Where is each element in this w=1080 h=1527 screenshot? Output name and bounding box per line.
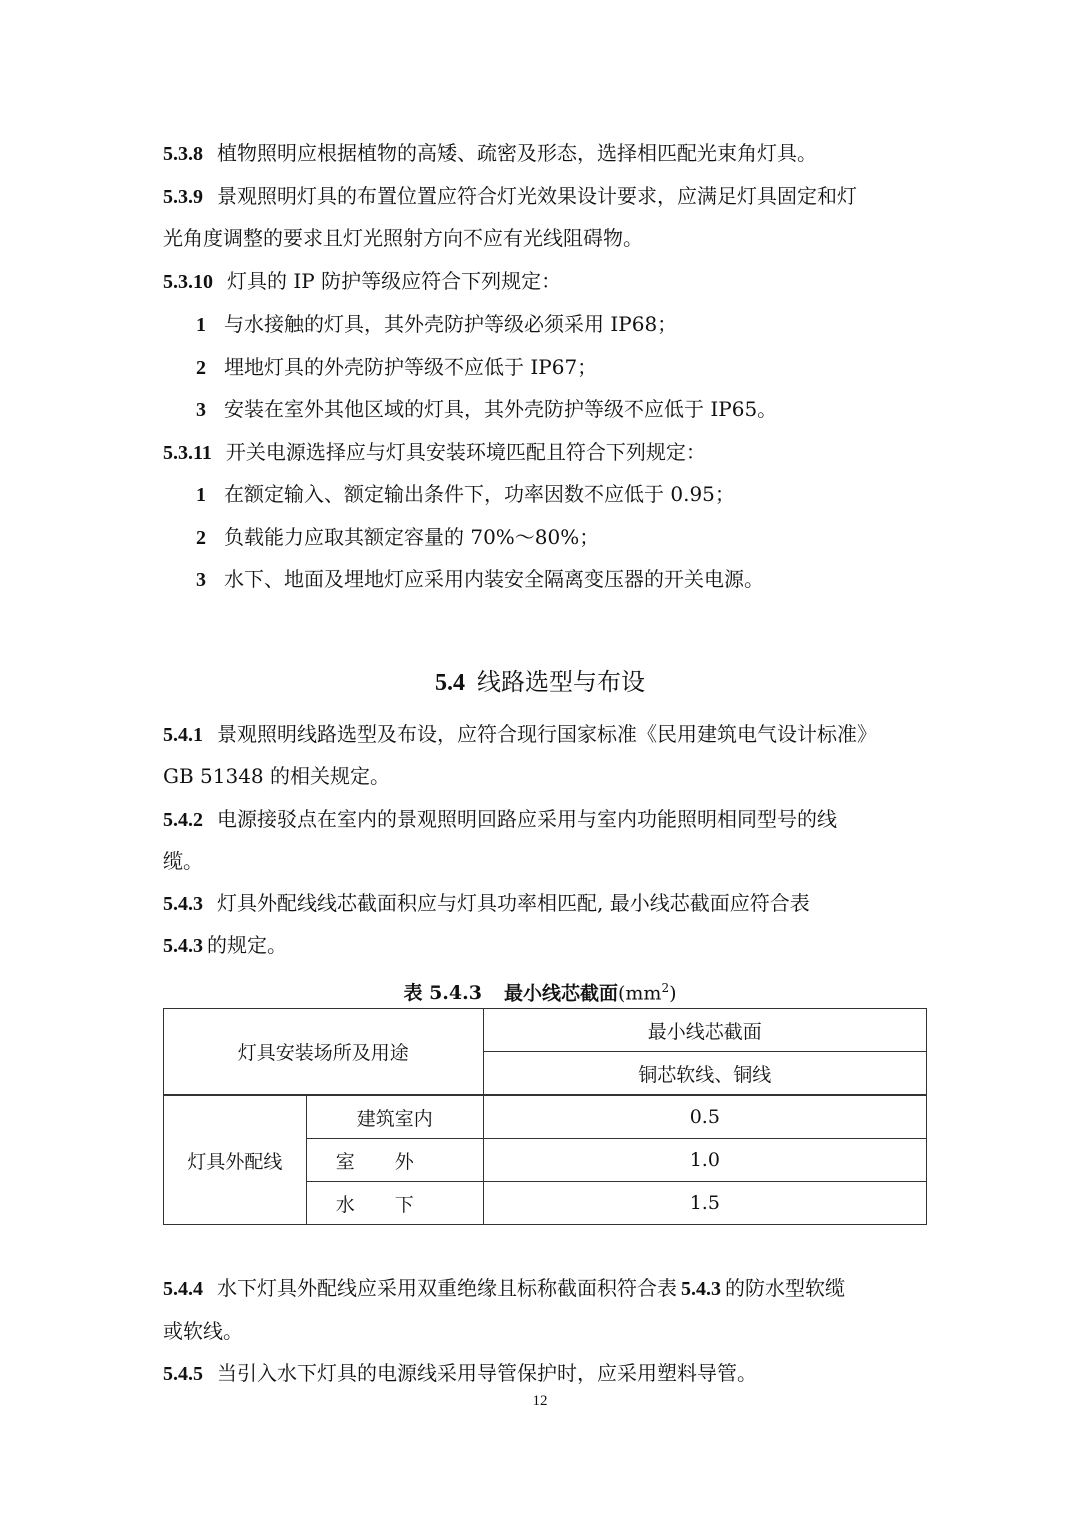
list-text: 埋地灯具的外壳防护等级不应低于 IP67； (224, 355, 598, 379)
list-text: 安装在室外其他区域的灯具，其外壳防护等级不应低于 IP65。 (224, 397, 778, 421)
section-number: 5.4 (435, 670, 465, 696)
clause-text: 电源接驳点在室内的景观照明回路应采用与室内功能照明相同型号的线 (217, 807, 837, 831)
clause-text: 植物照明应根据植物的高矮、疏密及形态，选择相匹配光束角灯具。 (217, 141, 817, 165)
clause-5-4-5 (163, 1359, 923, 1388)
list-item (196, 353, 956, 382)
clause-number: 5.4.2 (163, 809, 203, 831)
header-cell-conductor-type: 铜芯软线、铜线 (483, 1052, 926, 1096)
clause-text: 或软线。 (163, 1319, 243, 1343)
list-number: 2 (196, 527, 206, 549)
clause-number: 5.4.3 (163, 893, 203, 915)
list-item (196, 565, 956, 594)
clause-text: 灯具的 IP 防护等级应符合下列规定： (227, 269, 562, 293)
table-unit-close: ) (669, 982, 677, 1005)
list-text: 负载能力应取其额定容量的 70%～80%； (224, 525, 600, 549)
clause-text: 的规定。 (207, 933, 287, 957)
clause-5-4-4 (163, 1274, 923, 1303)
table-number: 表 5.4.3 (403, 982, 482, 1005)
clause-number: 5.3.9 (163, 186, 203, 208)
clause-text: 灯具外配线线芯截面积应与灯具功率相匹配, 最小线芯截面应符合表 (217, 891, 810, 915)
clause-number: 5.4.5 (163, 1363, 203, 1385)
list-number: 1 (196, 484, 206, 506)
min-cross-section-table (163, 1008, 927, 1225)
clause-number: 5.4.1 (163, 724, 203, 746)
clause-text: 的防水型软缆 (725, 1276, 845, 1300)
clause-text: 当引入水下灯具的电源线采用导管保护时，应采用塑料导管。 (217, 1361, 757, 1385)
list-number: 2 (196, 357, 206, 379)
group-cell: 灯具外配线 (164, 1095, 307, 1225)
list-item (196, 310, 956, 339)
clause-5-4-4-cont (163, 1317, 923, 1345)
value-cell: 1.5 (483, 1182, 926, 1225)
clause-number: 5.3.10 (163, 271, 213, 293)
clause-text: 开关电源选择应与灯具安装环境匹配且符合下列规定： (225, 440, 706, 464)
place-cell: 建筑室内 (306, 1095, 483, 1139)
table-unit-superscript: 2 (661, 981, 670, 995)
list-number: 1 (196, 314, 206, 336)
table-reference: 5.4.3 (163, 935, 203, 957)
list-item (196, 480, 956, 509)
clause-5-4-2 (163, 805, 923, 834)
clause-5-3-9 (163, 182, 923, 211)
value-cell: 1.0 (483, 1139, 926, 1182)
value-cell: 0.5 (483, 1095, 926, 1139)
section-heading (0, 666, 1080, 699)
clause-5-3-11 (163, 438, 923, 467)
clause-5-3-9-cont (163, 224, 923, 252)
table-title (0, 975, 1080, 1006)
place-cell: 室外 (306, 1139, 483, 1182)
clause-5-4-2-cont (163, 847, 923, 875)
list-text: 水下、地面及埋地灯应采用内装安全隔离变压器的开关电源。 (224, 567, 764, 591)
table-unit: (mm (618, 982, 662, 1005)
clause-5-3-8 (163, 139, 923, 168)
section-title: 线路选型与布设 (477, 668, 645, 696)
table-row (164, 1095, 927, 1139)
list-number: 3 (196, 399, 206, 421)
table-reference: 5.4.3 (681, 1278, 721, 1300)
clause-text: 缆。 (163, 849, 203, 873)
list-text: 与水接触的灯具，其外壳防护等级必须采用 IP68； (224, 312, 678, 336)
page-number: 12 (532, 1393, 548, 1409)
header-cell-min-section: 最小线芯截面 (483, 1009, 926, 1052)
clause-text: 景观照明线路选型及布设，应符合现行国家标准《民用建筑电气设计标准》 (217, 722, 877, 746)
table-header-row (164, 1009, 927, 1052)
list-item (196, 523, 956, 552)
list-text: 在额定输入、额定输出条件下，功率因数不应低于 0.95； (224, 482, 735, 506)
clause-text: GB 51348 的相关规定。 (163, 764, 391, 788)
header-cell-usage: 灯具安装场所及用途 (164, 1009, 484, 1096)
list-number: 3 (196, 569, 206, 591)
clause-number: 5.4.4 (163, 1278, 203, 1300)
list-item (196, 395, 956, 424)
clause-5-4-1 (163, 720, 923, 749)
clause-5-3-10 (163, 267, 923, 296)
clause-5-4-3-cont (163, 931, 923, 960)
clause-5-4-3 (163, 889, 923, 918)
clause-number: 5.3.8 (163, 143, 203, 165)
table-name: 最小线芯截面 (503, 982, 618, 1005)
clause-text: 水下灯具外配线应采用双重绝缘且标称截面积符合表 (217, 1276, 677, 1300)
clause-number: 5.3.11 (163, 442, 212, 464)
clause-5-4-1-cont (163, 762, 923, 790)
clause-text: 光角度调整的要求且灯光照射方向不应有光线阻碍物。 (163, 226, 643, 250)
place-cell: 水下 (306, 1182, 483, 1225)
clause-text: 景观照明灯具的布置位置应符合灯光效果设计要求，应满足灯具固定和灯 (217, 184, 857, 208)
